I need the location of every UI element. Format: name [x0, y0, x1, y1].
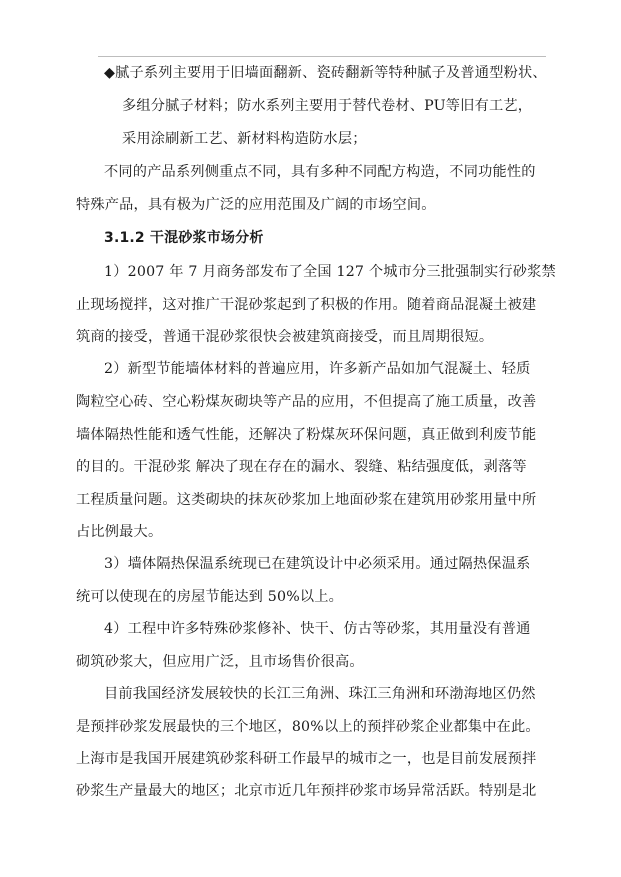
- bullet-line-1: ◆腻子系列主要用于旧墙面翻新、瓷砖翻新等特种腻子及普通型粉状、: [104, 65, 547, 81]
- para5-line-1: 目前我国经济发展较快的长江三角洲、珠江三角洲和环渤海地区仍然: [104, 686, 536, 702]
- para5-line-4: 砂浆生产量最大的地区；北京市近几年预拌砂浆市场异常活跃。特别是北: [76, 783, 537, 799]
- para2-line-2: 陶粒空心砖、空心粉煤灰砌块等产品的应用，不但提高了施工质量，改善: [76, 394, 537, 410]
- para1-line-2: 止现场搅拌，这对推广干混砂浆起到了积极的作用。随着商品混凝土被建: [76, 297, 537, 313]
- intro-line-1: 不同的产品系列侧重点不同，具有多种不同配方构造，不同功能性的: [104, 164, 536, 180]
- para2-line-4: 的目的。干混砂浆 解决了现在存在的漏水、裂缝、粘结强度低，剥落等: [76, 459, 527, 475]
- bullet-line-3: 采用涂刷新工艺、新材料构造防水层；: [122, 131, 367, 147]
- para3-line-1: 3）墙体隔热保温系统现已在建筑设计中必须采用。通过隔热保温系: [104, 556, 531, 572]
- para5-line-3: 上海市是我国开展建筑砂浆科研工作最早的城市之一，也是目前发展预拌: [76, 751, 537, 767]
- para3-line-2: 统可以使现在的房屋节能达到 50%以上。: [76, 589, 344, 605]
- intro-line-2: 特殊产品，具有极为广泛的应用范围及广阔的市场空间。: [76, 197, 436, 213]
- para2-line-3: 墙体隔热性能和透气性能，还解决了粉煤灰环保问题，真正做到利废节能: [76, 427, 537, 443]
- para2-line-6: 占比例最大。: [76, 524, 163, 540]
- section-heading: 3.1.2 干混砂浆市场分析: [104, 230, 264, 246]
- para5-line-2: 是预拌砂浆发展最快的三个地区，80%以上的预拌砂浆企业都集中在此。: [76, 719, 540, 735]
- bullet-line-2: 多组分腻子材料；防水系列主要用于替代卷材、PU等旧有工艺，: [122, 98, 533, 114]
- para1-line-1: 1）2007 年 7 月商务部发布了全国 127 个城市分三批强制实行砂浆禁: [104, 264, 556, 280]
- para2-line-1: 2）新型节能墙体材料的普遍应用，许多新产品如加气混凝土、轻质: [104, 361, 531, 377]
- para1-line-3: 筑商的接受，普通干混砂浆很快会被建筑商接受，而且周期很短。: [76, 329, 494, 345]
- para4-line-2: 砌筑砂浆大，但应用广泛，且市场售价很高。: [76, 654, 364, 670]
- header-rule: [98, 56, 546, 57]
- para4-line-1: 4）工程中许多特殊砂浆修补、快干、仿古等砂浆，其用量没有普通: [104, 621, 531, 637]
- para2-line-5: 工程质量问题。这类砌块的抹灰砂浆加上地面砂浆在建筑用砂浆用量中所: [76, 492, 537, 508]
